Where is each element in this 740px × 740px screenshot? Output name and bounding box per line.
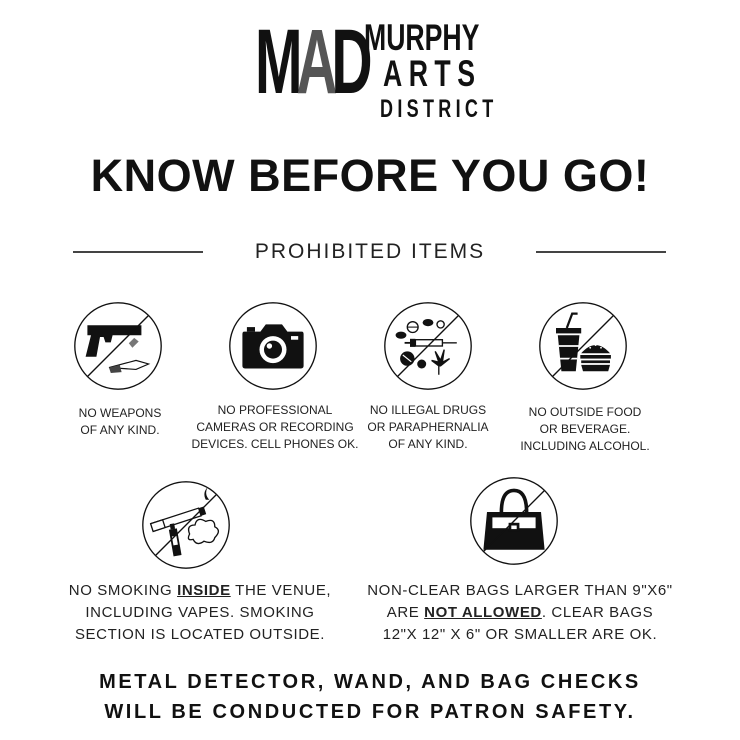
divider-right bbox=[536, 251, 666, 253]
smoking-icon bbox=[141, 480, 231, 570]
section-title: PROHIBITED ITEMS bbox=[254, 240, 486, 263]
caption-drugs: NO ILLEGAL DRUGS OR PARAPHERNALIA OF ANY KIND. bbox=[367, 403, 489, 451]
caption-bags: NON-CLEAR BAGS LARGER THAN 9"X6" ARE NOT ALLOWED. CLEAR BAGS 12"X 12" X 6" OR SMALLER ARE OK. bbox=[367, 582, 673, 643]
food-icon bbox=[538, 301, 628, 391]
caption-camera: NO PROFESSIONAL CAMERAS OR RECORDING DEVICES. CELL PHONES OK. bbox=[191, 403, 359, 451]
logo-monogram bbox=[255, 11, 367, 113]
camera-icon bbox=[228, 301, 318, 391]
logo-word-murphy: MURPHY bbox=[364, 17, 480, 58]
caption-food: NO OUTSIDE FOOD OR BEVERAGE. INCLUDING ALCOHOL. bbox=[520, 405, 650, 453]
footer-notice: METAL DETECTOR, WAND, AND BAG CHECKS WILL BE CONDUCTED FOR PATRON SAFETY. bbox=[99, 671, 641, 723]
bag-icon bbox=[469, 476, 559, 566]
logo-letter-d: D bbox=[331, 11, 367, 113]
emphasis-not-allowed: NOT ALLOWED bbox=[424, 604, 542, 621]
weapons-icon bbox=[73, 301, 163, 391]
logo-word-arts: ARTS bbox=[383, 53, 482, 94]
logo-letter-a: A bbox=[296, 11, 332, 113]
page-title: KNOW BEFORE YOU GO! bbox=[90, 150, 650, 201]
logo-letter-m: M bbox=[255, 11, 297, 113]
mad-logo bbox=[255, 11, 498, 123]
emphasis-inside: INSIDE bbox=[177, 582, 231, 599]
drugs-icon bbox=[383, 301, 473, 391]
logo-word-district: DISTRICT bbox=[380, 95, 498, 123]
caption-smoking: NO SMOKING INSIDE THE VENUE, INCLUDING VAPES. SMOKING SECTION IS LOCATED OUTSIDE. bbox=[68, 582, 332, 643]
caption-weapons: NO WEAPONS OF ANY KIND. bbox=[78, 406, 162, 437]
